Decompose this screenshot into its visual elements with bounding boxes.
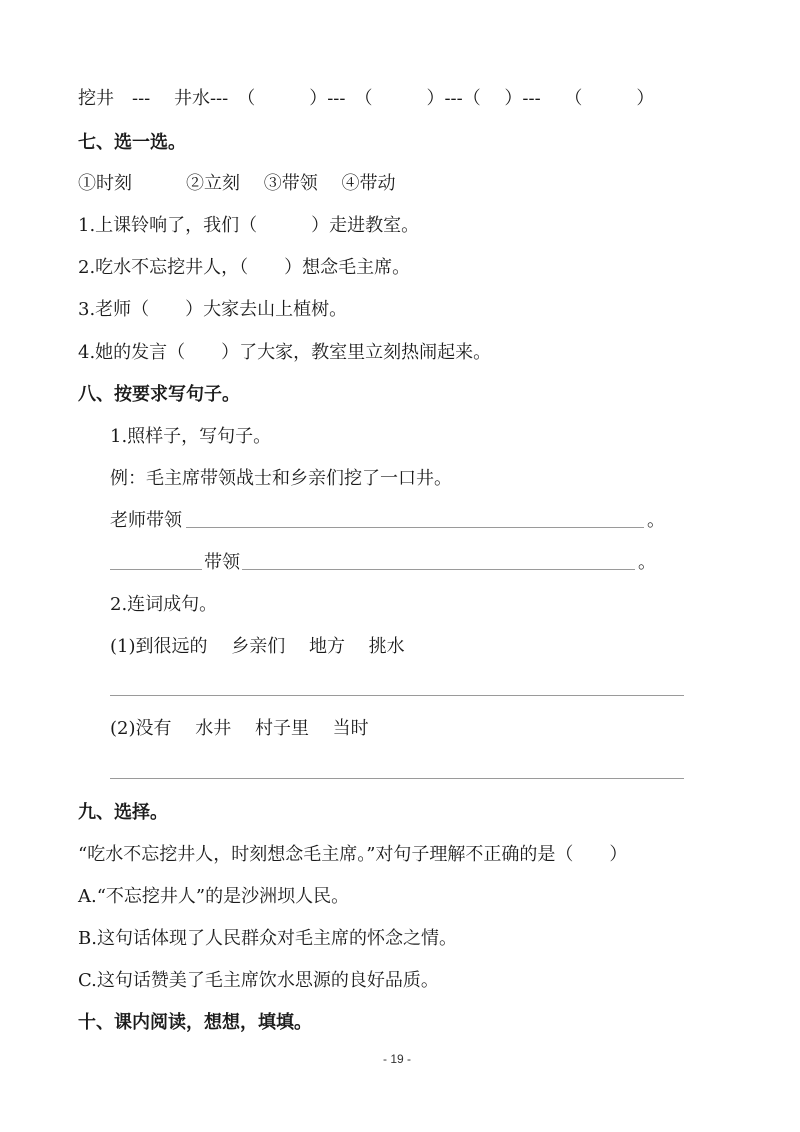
question-2: 2.吃水不忘挖井人，（ ）想念毛主席。 xyxy=(78,257,411,278)
option-b: B.这句话体现了人民群众对毛主席的怀念之情。 xyxy=(78,928,457,949)
answer-line-4[interactable] xyxy=(110,778,684,779)
answer-line-2-end: 。 xyxy=(638,552,656,573)
question-4: 4.她的发言（ ）了大家，教室里立刻热闹起来。 xyxy=(78,342,492,363)
subtask-1-title: 1.照样子，写句子。 xyxy=(110,426,272,447)
subtask-2-title: 2.连词成句。 xyxy=(110,594,218,615)
option-a: A.“不忘挖井人”的是沙洲坝人民。 xyxy=(78,886,350,907)
answer-line-1[interactable] xyxy=(186,527,644,528)
page-number: - 19 - xyxy=(383,1052,412,1066)
answer-line-2-blank-subject[interactable] xyxy=(110,569,202,570)
fill-chain-line: 挖井 --- 井水--- （ ）--- （ ）---（ ）--- （ ） xyxy=(78,88,655,109)
answer-line-3[interactable] xyxy=(110,695,684,696)
word-group-2: (2)没有 水井 村子里 当时 xyxy=(110,718,369,739)
word-group-1: (1)到很远的 乡亲们 地方 挑水 xyxy=(110,636,405,657)
example-sentence: 例：毛主席带领战士和乡亲们挖了一口井。 xyxy=(110,468,452,489)
question-1: 1.上课铃响了，我们（ ）走进教室。 xyxy=(78,215,420,236)
choice-question: “吃水不忘挖井人，时刻想念毛主席。”对句子理解不正确的是（ ） xyxy=(78,844,628,865)
section-8-title: 八、按要求写句子。 xyxy=(78,384,240,405)
answer-line-1-end: 。 xyxy=(647,510,665,531)
section-9-title: 九、选择。 xyxy=(78,802,168,823)
answer-line-1-prefix: 老师带领 xyxy=(110,510,182,531)
section-10-title: 十、课内阅读，想想，填填。 xyxy=(78,1012,312,1033)
section-7-title: 七、选一选。 xyxy=(78,132,186,153)
answer-line-2-mid: 带领 xyxy=(204,552,240,573)
option-c: C.这句话赞美了毛主席饮水思源的良好品质。 xyxy=(78,970,439,991)
word-options: ①时刻 ②立刻 ③带领 ④带动 xyxy=(78,173,396,194)
question-3: 3.老师（ ）大家去山上植树。 xyxy=(78,299,348,320)
answer-line-2[interactable] xyxy=(242,569,635,570)
